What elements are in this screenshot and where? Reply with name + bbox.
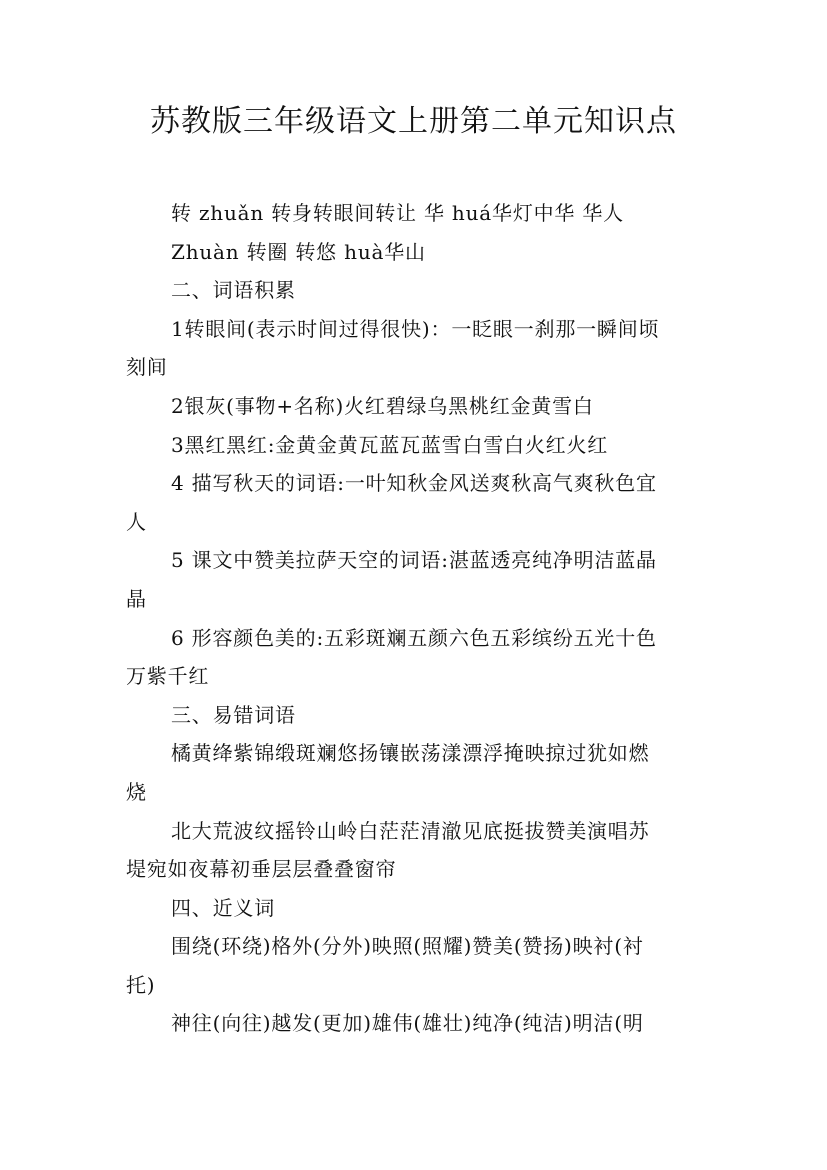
- paragraph-line: 围绕(环绕)格外(分外)映照(照耀)赞美(赞扬)映衬(衬: [171, 934, 644, 959]
- document-title: 苏教版三年级语文上册第二单元知识点: [150, 104, 677, 139]
- paragraph-line: 橘黄绛紫锦缎斑斓悠扬镶嵌荡漾漂浮掩映掠过犹如燃: [171, 741, 650, 766]
- section-heading-vocabulary: 二、词语积累: [171, 278, 296, 303]
- paragraph-line: 北大荒波纹摇铃山岭白茫茫清澈见底挺拔赞美演唱苏: [171, 818, 650, 843]
- paragraph-line: 人: [126, 509, 147, 534]
- pinyin-line-2: Zhuàn 转圈 转悠 huà华山: [171, 239, 426, 264]
- pinyin-line-1: 转 zhuǎn 转身转眼间转让 华 huá华灯中华 华人: [171, 201, 624, 225]
- paragraph-line: 刻间: [126, 355, 168, 380]
- paragraph-line: 堤宛如夜幕初垂层层叠叠窗帘: [126, 857, 397, 882]
- paragraph-line: 4 描写秋天的词语:一叶知秋金风送爽秋高气爽秋色宜: [171, 471, 657, 496]
- section-heading-error-prone: 三、易错词语: [171, 702, 296, 727]
- paragraph-line: 5 课文中赞美拉萨天空的词语:湛蓝透亮纯净明洁蓝晶: [171, 548, 657, 573]
- paragraph-line: 万紫千红: [126, 664, 210, 689]
- paragraph-line: 托): [126, 972, 156, 997]
- paragraph-line: 烧: [126, 779, 147, 804]
- paragraph-line: 6 形容颜色美的:五彩斑斓五颜六色五彩缤纷五光十色: [171, 625, 657, 650]
- paragraph-line: 晶: [126, 586, 147, 611]
- paragraph-line: 2银灰(事物+名称)火红碧绿乌黑桃红金黄雪白: [171, 393, 594, 418]
- paragraph-line: 3黑红黑红:金黄金黄瓦蓝瓦蓝雪白雪白火红火红: [171, 432, 609, 457]
- section-heading-synonyms: 四、近义词: [171, 895, 275, 920]
- paragraph-line: 神往(向往)越发(更加)雄伟(雄壮)纯净(纯洁)明洁(明: [171, 1011, 644, 1036]
- paragraph-line: 1转眼间(表示时间过得很快)：一眨眼一刹那一瞬间顷: [171, 316, 660, 341]
- document-body: [126, 194, 704, 1043]
